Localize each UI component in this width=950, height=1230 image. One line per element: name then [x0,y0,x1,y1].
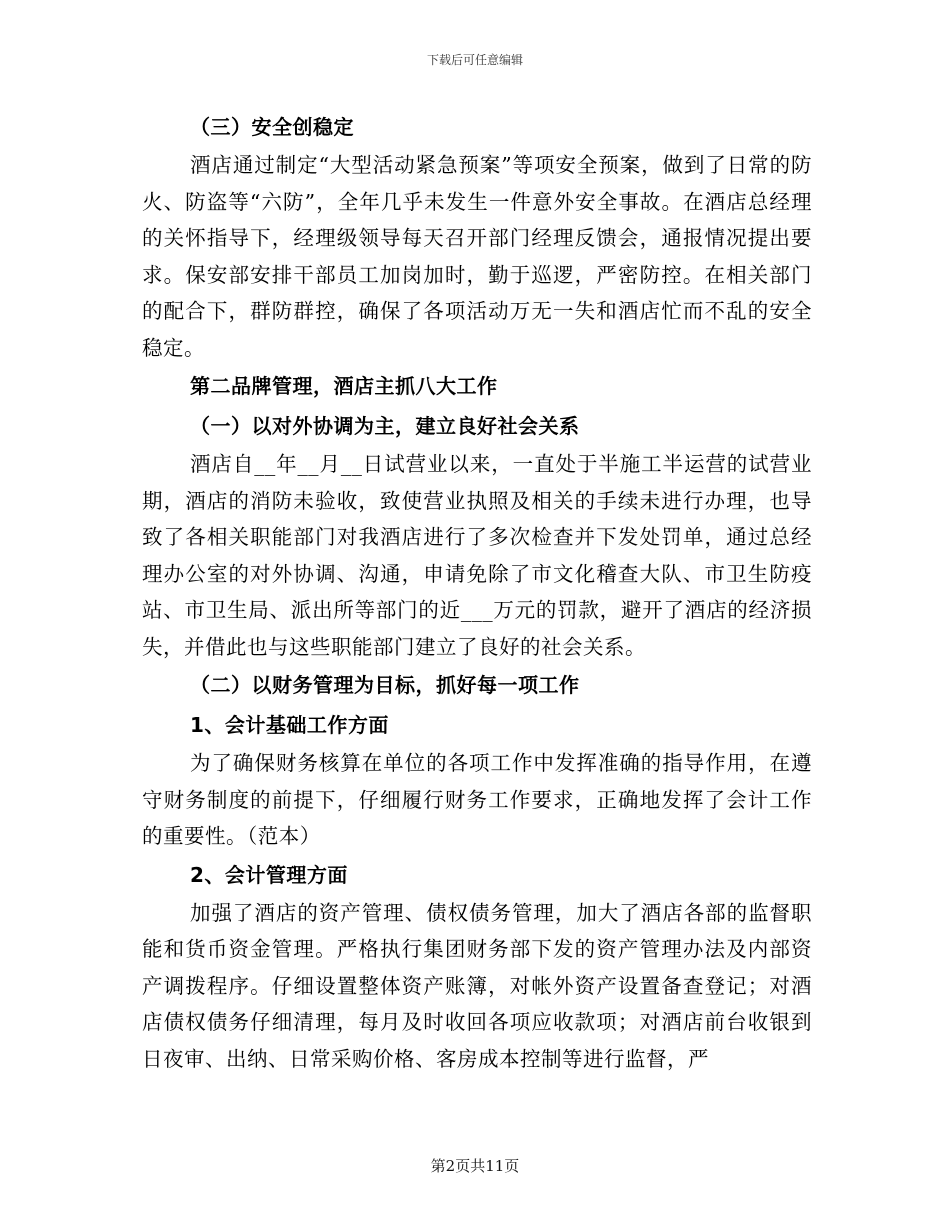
item-heading-accounting-management: 2、会计管理方面 [190,862,348,887]
subsection-heading-external-coordination: （一）以对外协调为主，建立良好社会关系 [190,414,580,438]
paragraph-external-coordination: 酒店自__年__月__日试营业以来，一直处于半施工半运营的试营业期，酒店的消防未验收，致使营业执照及相关的手续未进行办理，也导致了各相关职能部门对我酒店进行了多次检查并下发处罚单，通过总经理办公室的对外协调、沟通，申请免除了市文化稽查大队、市卫生防疫站、市卫生局、派出所等部门的近___万元的罚款，避开了酒店的经济损失，并借此也与这些职能部门建立了良好的社会关系。 [142,452,812,659]
section-heading-brand-management: 第二品牌管理，酒店主抓八大工作 [190,374,498,398]
section-heading-safety: （三）安全创稳定 [190,115,354,139]
paragraph-accounting-basics: 为了确保财务核算在单位的各项工作中发挥准确的指导作用，在遵守财务制度的前提下，仔细履行财务工作要求，正确地发挥了会计工作的重要性。（范本） [142,751,812,848]
item-heading-accounting-basics: 1、会计基础工作方面 [190,713,389,737]
paragraph-accounting-management: 加强了酒店的资产管理、债权债务管理，加大了酒店各部的监督职能和货币资金管理。严格执行集团财务部下发的资产管理办法及内部资产调拨程序。仔细设置整体资产账簿，对帐外资产设置备查登记；对酒店债权债务仔细清理，每月及时收回各项应收款项；对酒店前台收银到日夜审、出纳、日常采购价格、客房成本控制等进行监督，严 [142,900,812,1071]
document-body [142,107,812,1077]
page-header: 下载后可任意编辑 [426,53,523,67]
subsection-heading-financial-management: （二）以财务管理为目标，抓好每一项工作 [190,673,580,697]
paragraph-safety: 酒店通过制定“大型活动紧急预案”等项安全预案，做到了日常的防火、防盗等“六防”，全年几乎未发生一件意外安全事故。在酒店总经理的关怀指导下，经理级领导每天召开部门经理反馈会，通报情况提出要求。保安部安排干部员工加岗加时，勤于巡逻，严密防控。在相关部门的配合下，群防群控，确保了各项活动万无一失和酒店忙而不乱的安全稳定。 [142,153,812,360]
page-footer: 第2页共11页 [430,1157,520,1175]
